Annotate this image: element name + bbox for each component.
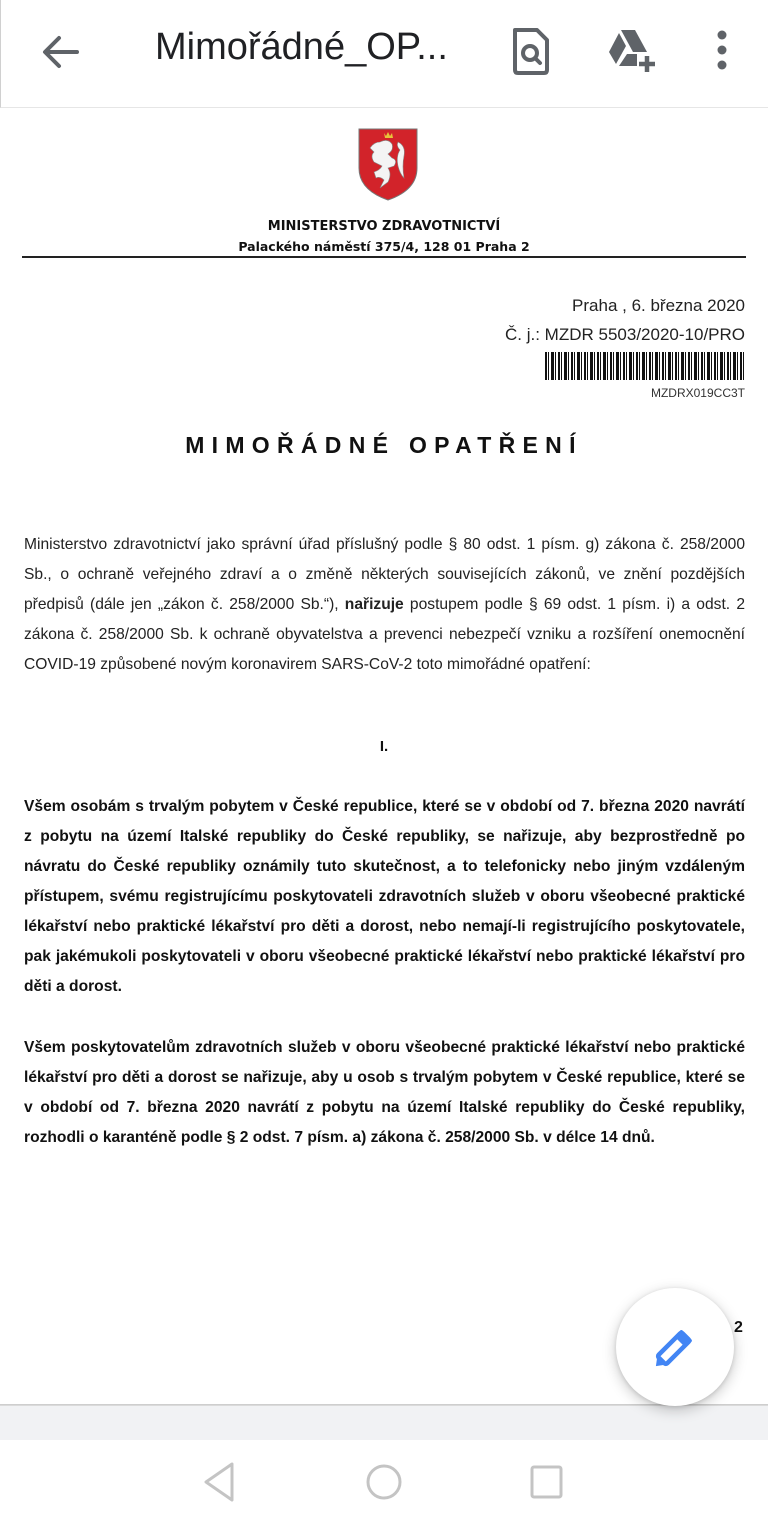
pencil-edit-icon [652, 1324, 698, 1370]
intro-text-1: Ministerstvo zdravotnictví jako správní úřad příslušný podle § 80 odst. 1 písm. g) zákona č. 258/2000 Sb., o ochraně veřejného zdraví a o změně některých souvisejících zákonů, ve znění pozdějších předpisů (dále jen „zákon č. 258/2000 Sb.“), [24, 536, 745, 613]
back-button[interactable] [39, 30, 83, 74]
find-in-document-button[interactable] [509, 26, 553, 76]
app-bar [0, 0, 768, 108]
barcode-text: MZDRX019CC3T [650, 386, 745, 400]
document-search-icon [509, 26, 553, 76]
more-options-button[interactable] [709, 26, 735, 76]
system-home-button[interactable] [362, 1460, 406, 1504]
add-to-drive-button[interactable] [607, 26, 659, 76]
page-number: 2 [734, 1319, 743, 1336]
document-title: Mimořádné_OP... [155, 26, 448, 68]
paragraph-2: Všem poskytovatelům zdravotních služeb v oboru všeobecné praktické lékařství nebo praktické lékařství pro děti a dorost se nařizuje, aby u osob s trvalým pobytem v České republice, které se v období od 7. března 2020 navrátí z pobytu na území Italské republiky do České republiky, rozhodli o karanténě podle § 2 odst. 7 písm. a) zákona č. 258/2000 Sb. v délce 14 dnů. [24, 1039, 745, 1146]
drive-add-icon [607, 26, 659, 76]
section-number: I. [379, 738, 389, 755]
paragraph-1: Všem osobám s trvalým pobytem v České republice, které se v období od 7. března 2020 navrátí z pobytu na území Italské republiky do České republiky, se nařizuje, aby bezprostředně po návratu do České republiky oznámily tuto skutečnost, a to telefonicky nebo jiným vzdáleným přístupem, svému registrujícímu poskytovateli zdravotních služeb v oboru všeobecné praktické lékařství nebo praktické lékařství pro děti a dorost, nebo nemají-li registrujícího poskytovatele, pak jakémukoli poskytovateli v oboru všeobecné praktické lékařství nebo praktické lékařství pro děti a dorost. [24, 798, 745, 995]
barcode [545, 352, 745, 380]
coat-of-arms-icon [358, 128, 418, 201]
more-vert-icon [709, 26, 735, 76]
viewer-background [0, 1406, 768, 1440]
document-heading: MIMOŘÁDNÉ OPATŘENÍ [185, 432, 583, 458]
place-date: Praha , 6. března 2020 [572, 296, 745, 315]
arrow-left-icon [39, 30, 83, 74]
square-recents-icon [524, 1460, 568, 1504]
system-back-button[interactable] [198, 1460, 242, 1504]
intro-text-2: postupem podle § 69 odst. 1 písm. i) a odst. 2 zákona č. 258/2000 Sb. k ochraně obyvatelstva a prevenci nebezpečí vzniku a rozšíření onemocnění COVID-19 způsobené novým koronavirem SARS-CoV-2 toto mimořádné opatření: [24, 596, 745, 673]
ministry-name: MINISTERSTVO ZDRAVOTNICTVÍ [267, 219, 501, 234]
edit-fab-button[interactable] [616, 1288, 734, 1406]
circle-home-icon [362, 1460, 406, 1504]
system-recents-button[interactable] [524, 1460, 568, 1504]
header-divider [22, 256, 746, 258]
intro-paragraph [24, 530, 745, 680]
ministry-address: Palackého náměstí 375/4, 128 01 Praha 2 [238, 239, 530, 254]
intro-bold-word: nařizuje [344, 596, 404, 613]
reference-number: Č. j.: MZDR 5503/2020-10/PRO [505, 325, 745, 344]
triangle-back-icon [198, 1460, 242, 1504]
